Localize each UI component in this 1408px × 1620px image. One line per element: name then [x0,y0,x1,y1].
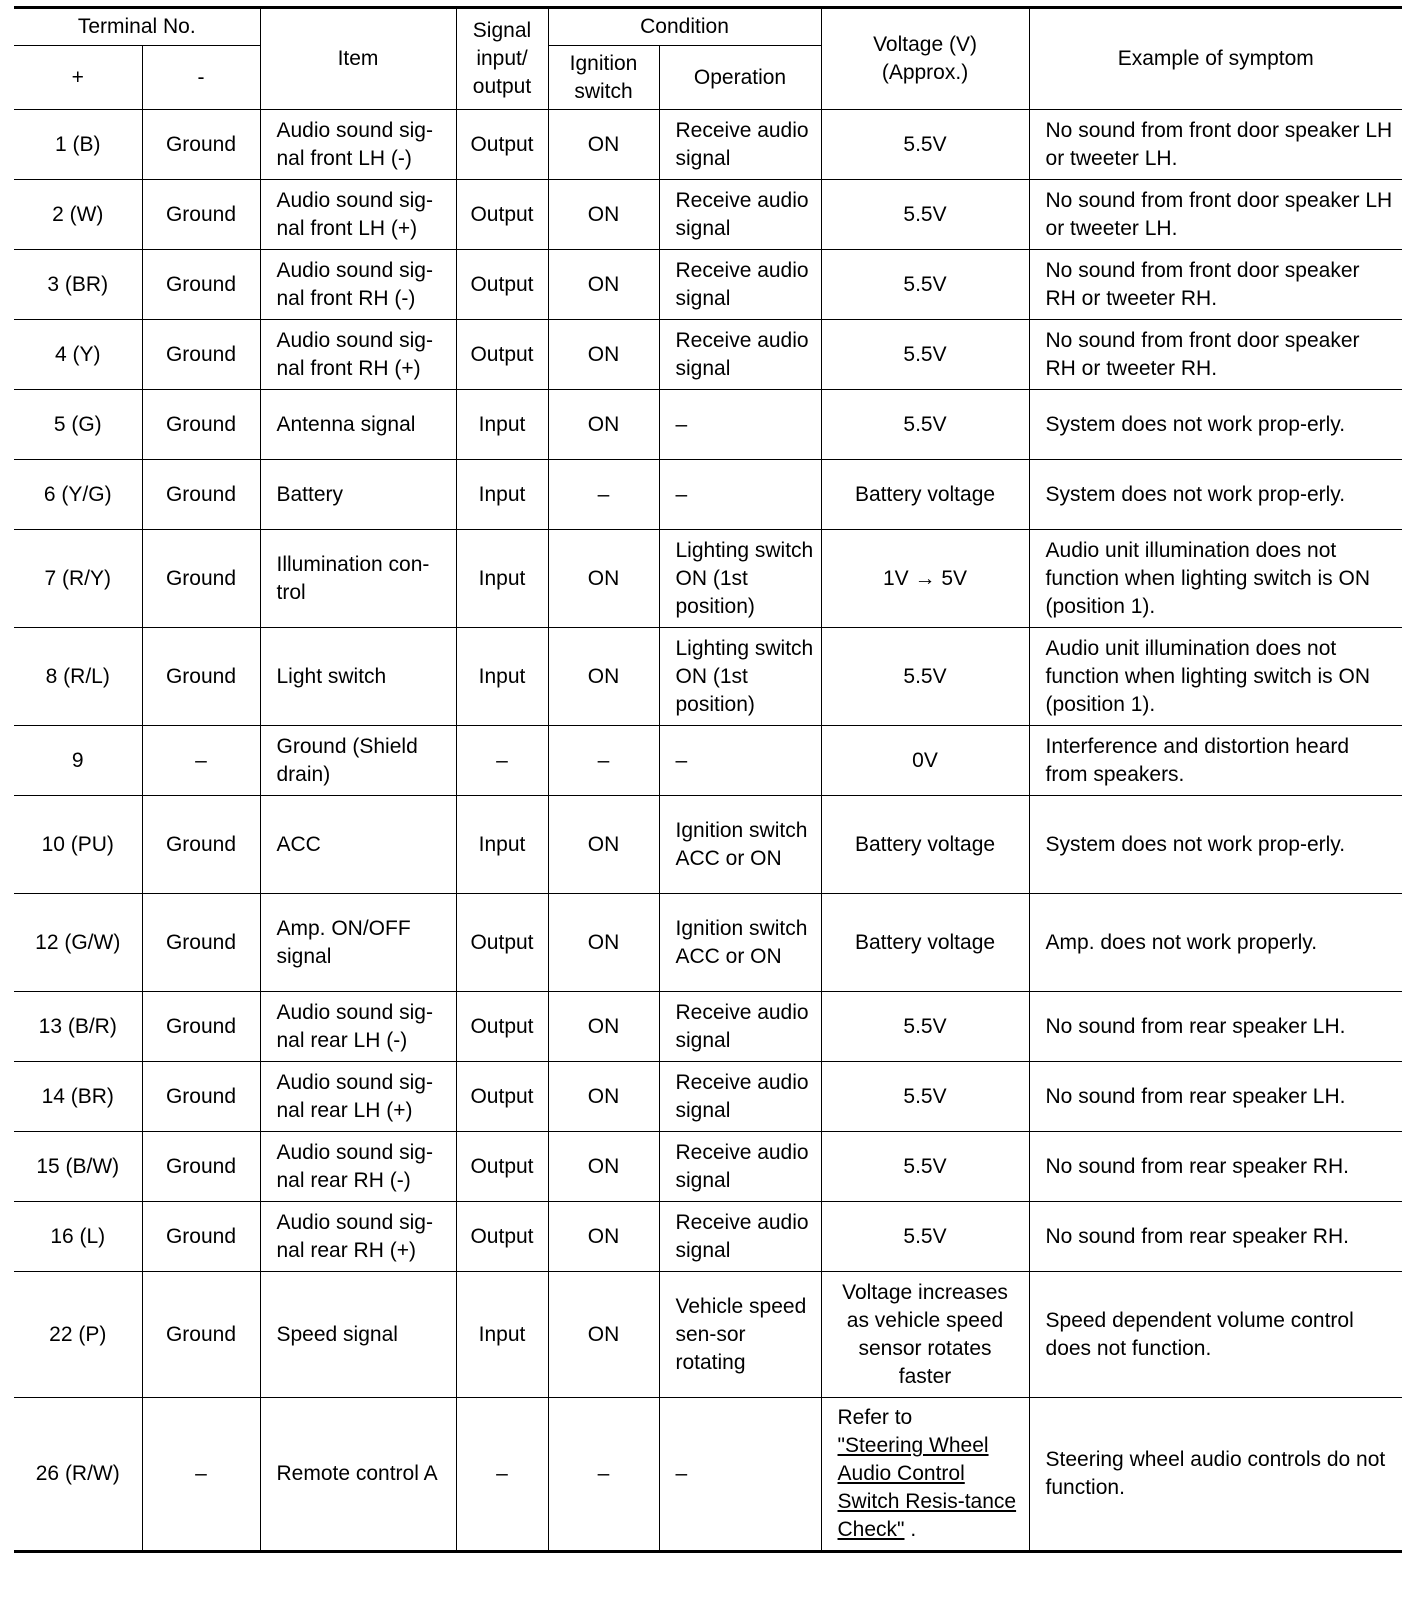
cell-terminal-minus: Ground [142,110,260,180]
cell-terminal-plus: 1 (B) [14,110,142,180]
cell-ignition: ON [548,250,659,320]
cell-terminal-minus: Ground [142,180,260,250]
cell-operation: Vehicle speed sen-sor rotating [659,1272,821,1398]
cell-operation: Receive audio signal [659,1132,821,1202]
cell-symptom: No sound from rear speaker LH. [1029,1062,1402,1132]
cell-symptom: Steering wheel audio controls do not function. [1029,1398,1402,1552]
table-row [14,992,1402,1062]
cell-signal: Output [456,110,548,180]
header-item: Item [260,8,456,110]
cell-operation: Receive audio signal [659,1062,821,1132]
table-row [14,110,1402,180]
cell-item: Audio sound sig-nal front RH (-) [260,250,456,320]
cell-item: ACC [260,796,456,894]
cell-ignition: ON [548,628,659,726]
cell-voltage: 1V → 5V [821,530,1029,628]
cell-terminal-plus: 15 (B/W) [14,1132,142,1202]
table-row [14,726,1402,796]
cell-ignition: ON [548,110,659,180]
cell-voltage: 5.5V [821,320,1029,390]
cell-symptom: No sound from front door speaker RH or tweeter RH. [1029,320,1402,390]
cell-item: Light switch [260,628,456,726]
cell-signal: Input [456,390,548,460]
header-minus: - [142,46,260,110]
cell-ignition: – [548,460,659,530]
header-voltage: Voltage (V) (Approx.) [821,8,1029,110]
cell-terminal-plus: 10 (PU) [14,796,142,894]
cell-terminal-plus: 6 (Y/G) [14,460,142,530]
cell-terminal-plus: 22 (P) [14,1272,142,1398]
cell-signal: – [456,726,548,796]
cell-terminal-plus: 9 [14,726,142,796]
cell-voltage: Battery voltage [821,894,1029,992]
table-row [14,180,1402,250]
cell-voltage: 5.5V [821,1202,1029,1272]
table-row [14,628,1402,726]
table-row [14,320,1402,390]
cell-signal: Output [456,894,548,992]
cell-symptom: No sound from front door speaker LH or tweeter LH. [1029,110,1402,180]
cell-item: Battery [260,460,456,530]
cell-terminal-minus: Ground [142,1202,260,1272]
table-row [14,1062,1402,1132]
cell-signal: Output [456,1132,548,1202]
cell-voltage: 0V [821,726,1029,796]
cell-terminal-minus: – [142,726,260,796]
cell-operation: – [659,390,821,460]
cell-signal: Input [456,796,548,894]
cell-terminal-plus: 4 (Y) [14,320,142,390]
cell-item: Speed signal [260,1272,456,1398]
cell-item: Audio sound sig-nal front LH (+) [260,180,456,250]
cell-ignition: ON [548,1062,659,1132]
cell-item: Audio sound sig-nal rear RH (-) [260,1132,456,1202]
cell-ignition: – [548,1398,659,1552]
cell-operation: Lighting switch ON (1st position) [659,530,821,628]
cell-terminal-minus: Ground [142,250,260,320]
cell-ignition: ON [548,180,659,250]
cell-symptom: System does not work prop-erly. [1029,390,1402,460]
terminal-table-container [14,6,1402,1553]
cell-terminal-minus: – [142,1398,260,1552]
cell-terminal-plus: 16 (L) [14,1202,142,1272]
cell-voltage: 5.5V [821,180,1029,250]
cell-signal: Output [456,250,548,320]
cell-operation: Receive audio signal [659,180,821,250]
cell-terminal-plus: 3 (BR) [14,250,142,320]
reference-suffix: . [904,1518,917,1541]
header-ignition-switch: Ignition switch [548,46,659,110]
cell-signal: Input [456,460,548,530]
table-row [14,390,1402,460]
cell-terminal-minus: Ground [142,460,260,530]
cell-symptom: Speed dependent volume control does not function. [1029,1272,1402,1398]
cell-symptom: No sound from rear speaker RH. [1029,1202,1402,1272]
cell-terminal-minus: Ground [142,992,260,1062]
cell-symptom: System does not work prop-erly. [1029,460,1402,530]
cell-ignition: ON [548,390,659,460]
cell-operation: Ignition switch ACC or ON [659,894,821,992]
cell-signal: – [456,1398,548,1552]
cell-ignition: ON [548,992,659,1062]
cell-signal: Output [456,320,548,390]
table-row [14,1272,1402,1398]
cell-operation: Lighting switch ON (1st position) [659,628,821,726]
table-row [14,894,1402,992]
cell-terminal-minus: Ground [142,390,260,460]
header-terminal-no: Terminal No. [14,8,260,46]
cell-terminal-minus: Ground [142,894,260,992]
cell-operation: Receive audio signal [659,250,821,320]
cell-voltage: 5.5V [821,250,1029,320]
cell-ignition: ON [548,320,659,390]
cell-signal: Output [456,1202,548,1272]
cell-operation: Receive audio signal [659,1202,821,1272]
table-row [14,796,1402,894]
cell-signal: Input [456,530,548,628]
cell-operation: – [659,726,821,796]
cell-voltage: 5.5V [821,1062,1029,1132]
cell-operation: – [659,1398,821,1552]
cell-terminal-minus: Ground [142,1132,260,1202]
cell-terminal-plus: 8 (R/L) [14,628,142,726]
table-row [14,460,1402,530]
reference-link[interactable]: "Steering Wheel Audio Control Switch Resis-tance Check" [837,1434,1017,1541]
cell-item: Remote control A [260,1398,456,1552]
table-row [14,1202,1402,1272]
table-row [14,1398,1402,1552]
cell-signal: Output [456,1062,548,1132]
cell-terminal-plus: 2 (W) [14,180,142,250]
cell-terminal-minus: Ground [142,628,260,726]
header-symptom: Example of symptom [1029,8,1402,110]
table-row [14,250,1402,320]
cell-symptom: No sound from front door speaker LH or tweeter LH. [1029,180,1402,250]
table-row [14,530,1402,628]
table-row [14,1132,1402,1202]
cell-voltage: 5.5V [821,992,1029,1062]
voltage-refer-text: Refer to [837,1406,913,1429]
cell-operation: Ignition switch ACC or ON [659,796,821,894]
cell-ignition: ON [548,796,659,894]
cell-symptom: Amp. does not work properly. [1029,894,1402,992]
header-operation: Operation [659,46,821,110]
cell-terminal-plus: 12 (G/W) [14,894,142,992]
terminal-table [14,6,1402,1553]
cell-item: Audio sound sig-nal rear RH (+) [260,1202,456,1272]
cell-terminal-plus: 14 (BR) [14,1062,142,1132]
cell-item: Audio sound sig-nal front LH (-) [260,110,456,180]
cell-signal: Input [456,1272,548,1398]
cell-voltage [821,1398,1029,1552]
cell-item: Audio sound sig-nal rear LH (-) [260,992,456,1062]
cell-ignition: ON [548,530,659,628]
cell-terminal-minus: Ground [142,530,260,628]
cell-ignition: ON [548,1272,659,1398]
cell-item: Illumination con-trol [260,530,456,628]
header-plus: + [14,46,142,110]
cell-symptom: System does not work prop-erly. [1029,796,1402,894]
cell-terminal-minus: Ground [142,1062,260,1132]
cell-symptom: Audio unit illumination does not function when lighting switch is ON (position 1). [1029,628,1402,726]
cell-terminal-minus: Ground [142,1272,260,1398]
cell-symptom: Audio unit illumination does not function when lighting switch is ON (position 1). [1029,530,1402,628]
cell-item: Amp. ON/OFF signal [260,894,456,992]
cell-voltage: 5.5V [821,110,1029,180]
cell-operation: – [659,460,821,530]
cell-signal: Input [456,628,548,726]
cell-voltage: 5.5V [821,390,1029,460]
cell-symptom: Interference and distortion heard from speakers. [1029,726,1402,796]
cell-ignition: ON [548,1202,659,1272]
cell-voltage: 5.5V [821,628,1029,726]
cell-symptom: No sound from rear speaker LH. [1029,992,1402,1062]
cell-terminal-plus: 13 (B/R) [14,992,142,1062]
cell-voltage: Battery voltage [821,796,1029,894]
cell-operation: Receive audio signal [659,992,821,1062]
cell-terminal-plus: 7 (R/Y) [14,530,142,628]
cell-terminal-minus: Ground [142,796,260,894]
cell-item: Antenna signal [260,390,456,460]
cell-terminal-plus: 5 (G) [14,390,142,460]
cell-terminal-minus: Ground [142,320,260,390]
cell-ignition: ON [548,1132,659,1202]
cell-voltage: 5.5V [821,1132,1029,1202]
cell-symptom: No sound from rear speaker RH. [1029,1132,1402,1202]
cell-terminal-plus: 26 (R/W) [14,1398,142,1552]
cell-item: Audio sound sig-nal rear LH (+) [260,1062,456,1132]
cell-symptom: No sound from front door speaker RH or tweeter RH. [1029,250,1402,320]
cell-operation: Receive audio signal [659,320,821,390]
cell-operation: Receive audio signal [659,110,821,180]
cell-voltage: Battery voltage [821,460,1029,530]
cell-signal: Output [456,180,548,250]
table-body [14,110,1402,1552]
cell-ignition: – [548,726,659,796]
header-condition: Condition [548,8,821,46]
cell-item: Ground (Shield drain) [260,726,456,796]
cell-voltage: Voltage increases as vehicle speed sensor rotates faster [821,1272,1029,1398]
cell-signal: Output [456,992,548,1062]
cell-ignition: ON [548,894,659,992]
header-signal: Signal input/ output [456,8,548,110]
cell-item: Audio sound sig-nal front RH (+) [260,320,456,390]
